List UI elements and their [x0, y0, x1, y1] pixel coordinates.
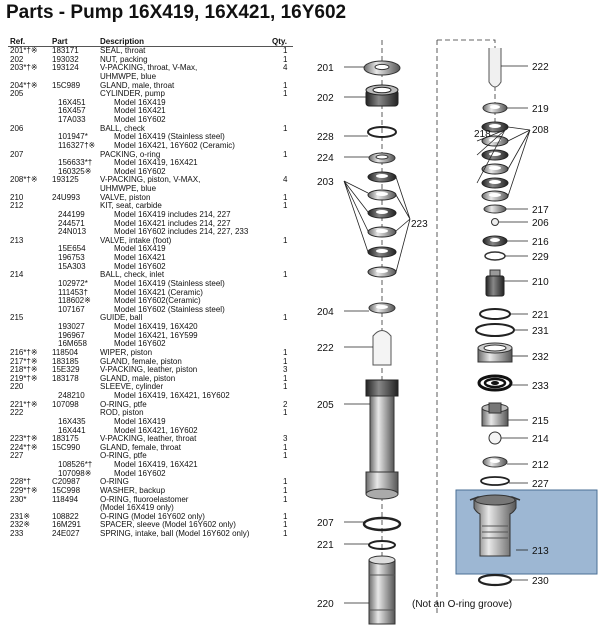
o-ring-groove-note: (Not an O-ring groove) [412, 599, 513, 610]
description-cell: Model 16X419, 16X421, 16Y602 [114, 391, 230, 400]
description-cell: Model 16X419 includes 214, 227 [114, 209, 231, 219]
qty-cell: 3 [283, 434, 288, 444]
qty-cell: 1 [283, 477, 288, 487]
ref-cell: 201*†※ [10, 46, 38, 55]
ref-cell: 215 [10, 313, 24, 323]
part-number-cell: 101947* [58, 132, 88, 142]
description-cell: Model 16X419 [114, 97, 166, 107]
description-cell: Model 16Y602 [114, 115, 166, 124]
qty-cell: 1 [283, 89, 288, 99]
qty-cell: 1 [283, 529, 288, 538]
description-cell: GLAND, male, piston [100, 373, 176, 383]
part-201-seal [364, 61, 400, 75]
description-cell: GUIDE, ball [100, 313, 143, 323]
table-row [0, 392, 300, 401]
col-qty-header: Qty. [272, 37, 287, 46]
description-cell: V-PACKING, leather, piston [100, 365, 198, 375]
description-cell: Model 16Y602 [114, 339, 166, 349]
description-cell: Model 16X421, 16Y602 [114, 425, 198, 435]
qty-cell: 1 [283, 485, 288, 495]
part-214-inlet-ball [489, 432, 501, 444]
description-cell: Model 16X421 (Ceramic) [114, 287, 203, 297]
callout-223: 223 [411, 219, 428, 230]
callout-221-left: 221 [317, 540, 334, 551]
description-cell: UHMWPE, blue [100, 184, 157, 193]
description-cell: O-RING, fluoroelastomer [100, 494, 189, 504]
qty-cell: 1 [283, 46, 288, 55]
description-cell: GLAND, female, throat [100, 442, 181, 452]
description-cell: Model 16X421, 16Y599 [114, 330, 198, 340]
ref-cell: 214 [10, 270, 24, 280]
qty-cell: 1 [283, 520, 288, 530]
part-number-cell: 107167 [58, 304, 85, 314]
callout-212: 212 [532, 460, 549, 471]
description-cell: BALL, check, inlet [100, 270, 165, 280]
part-210-piston-valve [486, 270, 504, 296]
table-row [0, 306, 300, 315]
description-cell: Model 16Y602 (Stainless steel) [114, 304, 225, 314]
ref-cell: 230* [10, 494, 27, 504]
callout-228: 228 [317, 132, 334, 143]
part-number-cell: 15C990 [52, 442, 81, 452]
description-cell: SEAL, throat [100, 46, 146, 55]
ref-cell: 221*†※ [10, 399, 38, 409]
qty-cell: 4 [283, 63, 288, 73]
callout-216: 216 [532, 237, 549, 248]
description-cell: Model 16X419 (Stainless steel) [114, 278, 225, 288]
part-232-spacer [478, 343, 512, 362]
description-cell: GLAND, male, throat [100, 80, 175, 90]
part-number-cell: 183171 [52, 46, 79, 55]
ref-cell: 217*†※ [10, 356, 38, 366]
part-number-cell: 160325※ [58, 166, 92, 176]
ref-cell: 216*†※ [10, 347, 38, 357]
qty-cell: 1 [283, 373, 288, 383]
description-cell: PACKING, o-ring [100, 149, 161, 159]
description-cell: V-PACKING, piston, V-MAX, [100, 175, 201, 185]
ref-cell: 231※ [10, 511, 31, 521]
description-cell: Model 16X421 includes 214, 227 [114, 218, 231, 228]
callout-213: 213 [532, 546, 549, 557]
callout-214: 214 [532, 434, 549, 445]
description-cell: Model 16Y602 includes 214, 227, 233 [114, 227, 249, 237]
part-202-packing-nut [366, 85, 398, 106]
part-number-cell: 111453† [58, 287, 88, 297]
ref-cell: 219*†※ [10, 373, 38, 383]
part-224-gland [369, 153, 395, 163]
description-cell: (Model 16X419 only) [100, 503, 174, 513]
part-216-wiper [483, 236, 507, 246]
callout-205: 205 [317, 400, 334, 411]
callout-222-left: 222 [317, 343, 334, 354]
part-number-cell: 244571 [58, 218, 85, 228]
description-cell: O-RING (Model 16Y602 only) [100, 511, 205, 521]
part-number-cell: 193125 [52, 175, 79, 185]
qty-cell: 1 [283, 451, 288, 461]
part-number-cell: 118504 [52, 347, 79, 357]
part-number-cell: 108526*† [58, 460, 93, 469]
callout-219: 219 [532, 104, 549, 115]
ref-cell: 232※ [10, 520, 31, 530]
part-number-cell: 183185 [52, 356, 79, 366]
ref-cell: 222 [10, 408, 24, 418]
table-row [0, 47, 300, 56]
callout-220: 220 [317, 599, 334, 610]
page-title: Parts - Pump 16X419, 16X421, 16Y602 [6, 2, 347, 23]
description-cell: Model 16X419, 16X421 [114, 158, 198, 168]
part-number-cell: 244199 [58, 209, 85, 219]
description-cell: Model 16Y602 [114, 261, 166, 271]
description-cell: WIPER, piston [100, 347, 153, 357]
callout-206: 206 [532, 218, 549, 229]
qty-cell: 1 [283, 356, 288, 366]
part-204-gland [369, 303, 395, 313]
callout-215: 215 [532, 416, 549, 427]
description-cell: Model 16X419 [114, 244, 166, 254]
part-220-sleeve [369, 556, 395, 624]
ref-cell: 229*†※ [10, 485, 38, 495]
callout-229: 229 [532, 252, 549, 263]
part-number-cell: 16X441 [58, 425, 86, 435]
description-cell: Model 16X419, 16X420 [114, 322, 198, 331]
part-217-gland [484, 205, 506, 213]
ref-cell: 210 [10, 192, 24, 202]
description-cell: SPACER, sleeve (Model 16Y602 only) [100, 520, 236, 530]
description-cell: KIT, seat, carbide [100, 201, 162, 211]
part-222-piston-rod [489, 48, 501, 87]
description-cell: VALVE, intake (foot) [100, 235, 172, 245]
ref-cell: 207 [10, 149, 24, 159]
ref-cell: 205 [10, 89, 24, 99]
qty-cell: 3 [283, 365, 288, 375]
qty-cell: 1 [283, 408, 288, 418]
part-213-intake-valve-highlight [456, 490, 597, 574]
part-number-cell: 17A033 [58, 115, 86, 124]
ref-cell: 218*†※ [10, 365, 38, 375]
part-231-o-ring [476, 324, 514, 336]
callout-217: 217 [532, 205, 549, 216]
part-205-cylinder [366, 380, 398, 499]
qty-cell: 1 [283, 313, 288, 323]
description-cell: GLAND, female, piston [100, 356, 182, 366]
part-219-gland [483, 103, 507, 113]
callout-203: 203 [317, 177, 334, 188]
ref-cell: 208*†※ [10, 175, 38, 185]
part-number-cell: 193032 [52, 54, 79, 64]
part-227-o-ring [481, 477, 509, 485]
part-212-seat [483, 457, 507, 467]
callout-218: 218 [474, 129, 491, 140]
part-215-ball-guide [482, 403, 508, 426]
description-cell: UHMWPE, blue [100, 71, 157, 81]
callout-227: 227 [532, 479, 549, 490]
description-cell: Model 16X421 [114, 253, 166, 262]
qty-cell: 1 [283, 149, 288, 159]
part-number-cell: 15C989 [52, 80, 81, 90]
callout-208: 208 [532, 125, 549, 136]
part-221-o-ring-right [480, 309, 510, 319]
part-233-spring [479, 376, 511, 390]
description-cell: Model 16Y602 [114, 166, 166, 176]
part-number-cell: 16X457 [58, 106, 86, 116]
description-cell: CYLINDER, pump [100, 89, 165, 99]
part-number-cell: 16M658 [58, 339, 87, 349]
callout-222-right: 222 [532, 62, 549, 73]
table-row [0, 185, 300, 194]
callout-230: 230 [532, 576, 549, 587]
qty-cell: 1 [283, 347, 288, 357]
callout-202: 202 [317, 93, 334, 104]
qty-cell: 1 [283, 192, 288, 202]
part-number-cell: 248210 [58, 391, 85, 400]
ref-cell: 206 [10, 123, 24, 133]
description-cell: O-RING, ptfe [100, 451, 147, 461]
description-cell: V-PACKING, leather, throat [100, 434, 197, 444]
col-description-header: Description [100, 37, 145, 46]
part-number-cell: 116327†※ [58, 140, 96, 150]
qty-cell: 1 [283, 201, 288, 211]
part-number-cell: 183175 [52, 434, 79, 444]
part-number-cell: 15C998 [52, 485, 81, 495]
callout-201: 201 [317, 63, 334, 74]
description-cell: O-RING, ptfe [100, 399, 147, 409]
part-number-cell: 15E329 [52, 365, 80, 375]
qty-cell: 1 [283, 494, 288, 504]
part-number-cell: 118494 [52, 494, 79, 504]
table-row [0, 530, 300, 539]
part-number-cell: 183178 [52, 373, 79, 383]
ref-cell: 204*†※ [10, 80, 38, 90]
part-229-washer [485, 252, 505, 260]
description-cell: BALL, check [100, 123, 145, 133]
parts-table [0, 47, 300, 539]
table-row [0, 470, 300, 479]
callout-207: 207 [317, 518, 334, 529]
part-number-cell: 107098※ [58, 468, 92, 478]
callout-231: 231 [532, 326, 549, 337]
part-number-cell: 15E654 [58, 244, 86, 254]
part-number-cell: 24E027 [52, 529, 80, 538]
description-cell: ROD, piston [100, 408, 144, 418]
qty-cell: 1 [283, 270, 288, 280]
ref-cell: 213 [10, 235, 24, 245]
part-number-cell: 16M291 [52, 520, 81, 530]
exploded-pump-diagram [300, 30, 600, 628]
description-cell: WASHER, backup [100, 485, 166, 495]
qty-cell: 1 [283, 123, 288, 133]
part-222-rod-lower [373, 331, 391, 366]
description-cell: VALVE, piston [100, 192, 151, 202]
table-row [0, 401, 300, 410]
ref-cell: 233 [10, 529, 24, 538]
part-number-cell: 107098 [52, 399, 79, 409]
description-cell: Model 16Y602(Ceramic) [114, 296, 201, 306]
part-number-cell: 108822 [52, 511, 79, 521]
callout-204: 204 [317, 307, 334, 318]
table-row [0, 116, 300, 125]
qty-cell: 2 [283, 399, 288, 409]
description-cell: NUT, packing [100, 54, 148, 64]
part-number-cell: 193124 [52, 63, 79, 73]
part-number-cell: C20987 [52, 477, 81, 487]
part-206-ball [492, 219, 499, 226]
ref-cell: 202 [10, 54, 24, 64]
ref-cell: 228*† [10, 477, 31, 487]
description-cell: Model 16X421, 16Y602 (Ceramic) [114, 140, 235, 150]
callout-233: 233 [532, 381, 549, 392]
description-cell: Model 16Y602 [114, 468, 166, 478]
ref-cell: 227 [10, 451, 24, 461]
ref-cell: 203*†※ [10, 63, 38, 73]
description-cell: SPRING, intake, ball (Model 16Y602 only) [100, 529, 250, 538]
part-number-cell: 193027 [58, 322, 85, 331]
part-230-o-ring [479, 575, 511, 585]
part-number-cell: 16X451 [58, 97, 86, 107]
ref-cell: 212 [10, 201, 24, 211]
col-ref-header: Ref. [10, 37, 26, 46]
callout-232: 232 [532, 352, 549, 363]
qty-cell: 1 [283, 54, 288, 64]
description-cell: V-PACKING, throat, V-Max, [100, 63, 198, 73]
callout-221-right: 221 [532, 310, 549, 321]
qty-cell: 1 [283, 382, 288, 392]
qty-cell: 1 [283, 80, 288, 90]
callout-210: 210 [532, 277, 549, 288]
qty-cell: 1 [283, 235, 288, 245]
description-cell: Model 16X419, 16X421 [114, 460, 198, 469]
ref-cell: 224*†※ [10, 442, 38, 452]
col-part-header: Part [52, 37, 68, 46]
description-cell: SLEEVE, cylinder [100, 382, 164, 392]
description-cell: Model 16X419 [114, 416, 166, 426]
qty-cell: 4 [283, 175, 288, 185]
part-number-cell: 102972* [58, 278, 88, 288]
part-number-cell: 16X435 [58, 416, 86, 426]
description-cell: Model 16X421 [114, 106, 166, 116]
table-row [0, 444, 300, 453]
part-number-cell: 24N013 [58, 227, 87, 237]
part-number-cell: 156633*† [58, 158, 93, 168]
ref-cell: 223*†※ [10, 434, 38, 444]
description-cell: Model 16X419 (Stainless steel) [114, 132, 225, 142]
part-number-cell: 24U993 [52, 192, 81, 202]
description-cell: O-RING [100, 477, 129, 487]
part-number-cell: 118602※ [58, 296, 91, 306]
part-number-cell: 15A303 [58, 261, 86, 271]
qty-cell: 1 [283, 442, 288, 452]
part-number-cell: 196967 [58, 330, 85, 340]
ref-cell: 220 [10, 382, 24, 392]
part-number-cell: 196753 [58, 253, 85, 262]
callout-224: 224 [317, 153, 334, 164]
qty-cell: 1 [283, 511, 288, 521]
